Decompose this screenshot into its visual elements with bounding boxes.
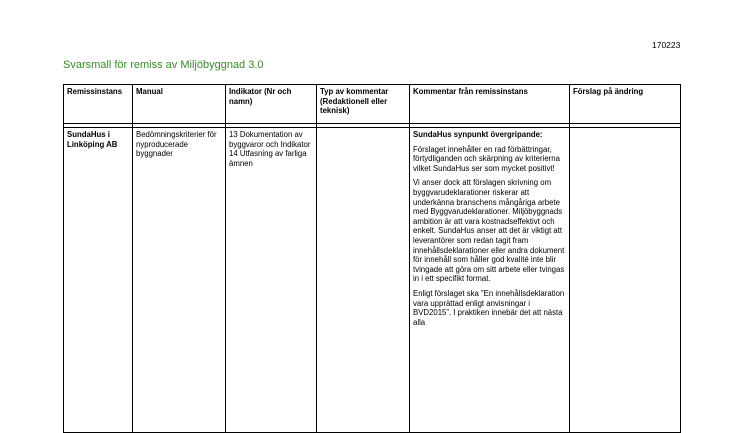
remiss-table [63,84,681,433]
comment-paragraph: Vi anser dock att förslagen skrivning om byggvarudeklarationer riskerar att underkänna branschens mångåriga arbete med Byggvarudeklarationer. Miljöbyggnads ambition är att vara kostnadseffektivt och enkelt. SundaHus anser att det är viktigt att leverantörer som redan tagit fram innehållsdeklarationer eller andra dokument för innehåll som håller god kvalité inte blir tvingade att göra om sitt arbete eller tvingas in i ett specifikt format. [413,178,565,284]
table-row [64,128,681,433]
document-date: 170223 [652,40,681,50]
document-title: Svarsmall för remiss av Miljöbyggnad 3.0 [63,59,264,71]
cell-kommentar [410,128,570,433]
comment-paragraph: Enligt förslaget ska ”En innehållsdeklaration vara upprättad enligt anvisningar i BVD2015”. I praktiken innebär det att nästa alla [413,288,565,327]
column-header-manual: Manual [133,85,226,124]
cell-manual: Bedömningskriterier för nyproducerade byggnader [133,128,226,433]
cell-forslag [570,128,681,433]
table-header-row [64,85,681,124]
comment-paragraph: Förslaget innehåller en rad förbättringar, förtydliganden och skärpning av kriterierna vilket SundaHus ser som mycket positivt! [413,144,560,173]
column-header-typ: Typ av kommentar (Redaktionell eller teknisk) [317,85,410,124]
column-header-remissinstans: Remissinstans [64,85,133,124]
column-header-kommentar: Kommentar från remissinstans [410,85,570,124]
comment-heading: SundaHus synpunkt övergripande: [413,130,543,139]
cell-indikator: 13 Dokumentation av byggvaror och Indikator 14 Utfasning av farliga ämnen [226,128,317,433]
column-header-indikator: Indikator (Nr och namn) [226,85,317,124]
cell-typ [317,128,410,433]
cell-remissinstans: SundaHus i Linköping AB [64,128,133,433]
column-header-forslag: Förslag på ändring [570,85,681,124]
